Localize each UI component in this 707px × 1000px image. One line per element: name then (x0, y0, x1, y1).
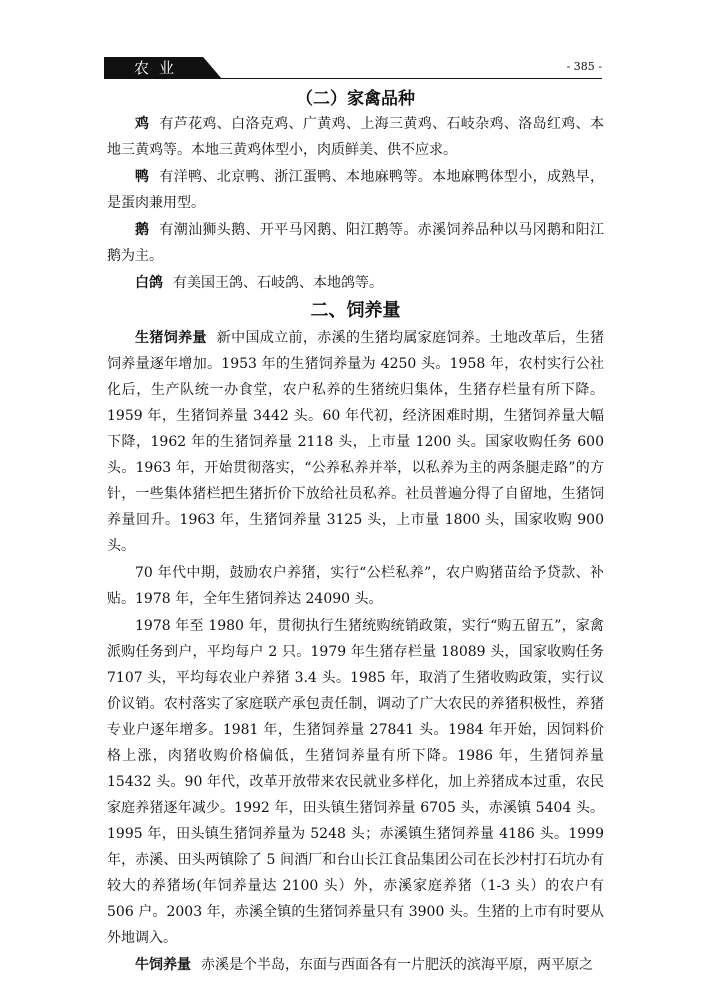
section-title-poultry: （二）家禽品种 (296, 89, 415, 109)
paragraph-pig-feeding (107, 325, 604, 559)
entry-text: 有潮汕狮头鹅、开平马冈鹅、阳江鹅等。赤溪饲养品种以马冈鹅和阳江鹅为主。 (107, 222, 605, 264)
header-rule (104, 78, 602, 79)
paragraph-lead: 生猪饲养量 (135, 330, 207, 346)
entry-text: 有芦花鸡、白洛克鸡、广黄鸡、上海三黄鸡、石岐杂鸡、洛岛红鸡、本地三黄鸡等。本地三黄鸡体型小，肉质鲜美、供不应求。 (107, 116, 605, 158)
entry-goose (107, 217, 604, 269)
page-body (107, 87, 604, 979)
paragraph-text: 1978 年至 1980 年，贯彻执行生猪统购统销政策，实行“购五留五”，家禽派购任务到户，平均每户 2 只。1979 年生猪存栏量 18089 头，国家收购任务 7107 头，平均每农业户养猪 3.4 头。1985 年，取消了生猪收购政策，实行议价议销。农村落实了家庭联产承包责任制，调动了广大农民的养猪积极性，养猪专业户逐年增多。1981 年，生猪饲养量 27841 头。1984 年开始，因饲料价格上涨，肉猪收购价格偏低，生猪饲养量有所下降。1986 年，生猪饲养量 15432 头。90 年代，改革开放带来农民就业多样化，加上养猪成本过重，农民家庭养猪逐年减少。1992 年，田头镇生猪饲养量 6705 头，赤溪镇 5404 头。1995 年，田头镇生猪饲养量为 5248 头；赤溪镇生猪饲养量 4186 头。1999 年，赤溪、田头两镇除了 5 间酒厂和台山长江食品集团公司在长沙村打石坑办有较大的养猪场(年饲养量达 2100 头）外，赤溪家庭养猪（1-3 头）的农户有 506 户。2003 年，赤溪全镇的生猪饲养量只有 3900 头。生猪的上市有时要从外地调入。 (107, 618, 604, 946)
entry-chicken (107, 111, 604, 163)
chapter-label: 农业 (133, 59, 184, 77)
entry-term: 鸡 (135, 116, 150, 132)
entry-term: 鸭 (135, 169, 150, 185)
entry-term: 鹅 (135, 222, 150, 238)
entry-text: 有洋鸭、北京鸭、浙江蛋鸭、本地麻鸭等。本地麻鸭体型小，成熟早，是蛋肉兼用型。 (107, 169, 605, 211)
paragraph-text: 赤溪是个半岛，东面与西面各有一片肥沃的滨海平原，两平原之 (201, 957, 593, 973)
paragraph-cattle-feeding (107, 952, 604, 978)
paragraph-text: 新中国成立前，赤溪的生猪均属家庭饲养。土地改革后，生猪饲养量逐年增加。1953 年的生猪饲养量为 4250 头。1958 年，农村实行公社化后，生产队统一办食堂，农户私养的生猪统归集体，生猪存栏量有所下降。1959 年，生猪饲养量 3442 头。60 年代初，经济困难时期，生猪饲养量大幅下降，1962 年的生猪饲养量 2118 头，上市量 1200 头。国家收购任务 600 头。1963 年，开始贯彻落实，“公养私养并举，以私养为主的两条腿走路”的方针，一些集体猪栏把生猪折价下放给社员私养。社员普遍分得了自留地，生猪饲养量回升。1963 年，生猪饲养量 3125 头，上市量 1800 头，国家收购 900 头。 (107, 330, 605, 554)
paragraph-text: 70 年代中期，鼓励农户养猪，实行“公栏私养”，农户购猪苗给予贷款、补贴。1978 年，全年生猪饲养达 24090 头。 (107, 565, 604, 607)
entry-term: 白鸽 (135, 275, 163, 291)
entry-duck (107, 164, 604, 216)
paragraph-lead: 牛饲养量 (135, 957, 191, 973)
section-title-feeding: 二、饲养量 (310, 300, 401, 321)
entry-text: 有美国王鸽、石岐鸽、本地鸽等。 (173, 275, 383, 291)
page-number: - 385 - (566, 60, 602, 73)
paragraph-1978-2003 (107, 613, 604, 951)
paragraph-1970s (107, 560, 604, 612)
entry-pigeon (107, 270, 604, 296)
